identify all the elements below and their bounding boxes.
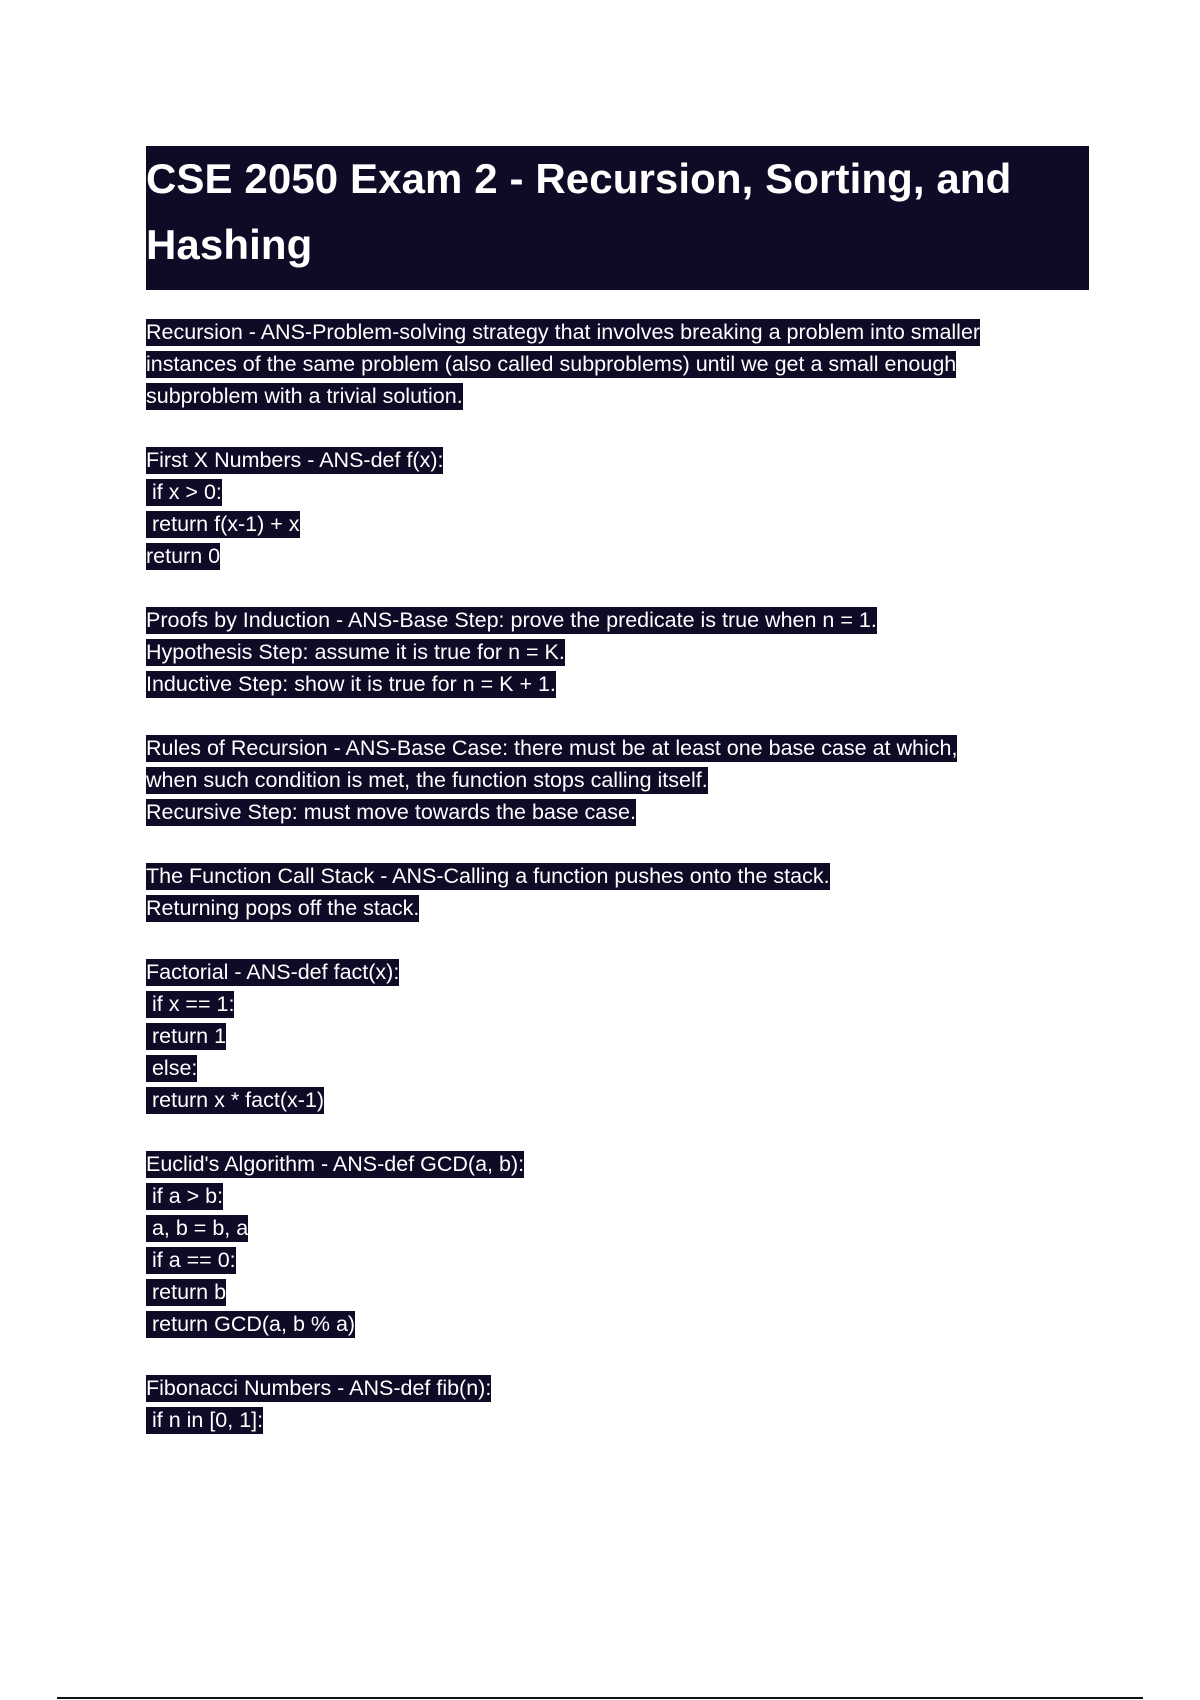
- code-line: if a > b:: [146, 1184, 224, 1208]
- entry-line: Hypothesis Step: assume it is true for n = K.: [146, 640, 565, 664]
- document-page: [146, 146, 1089, 1468]
- title-banner: [146, 146, 1089, 290]
- entry-function-call-stack: [146, 860, 1089, 924]
- code-line: else:: [146, 1056, 198, 1080]
- entry-line: Proofs by Induction - ANS-Base Step: prove the predicate is true when n = 1.: [146, 608, 877, 632]
- entry-fibonacci-numbers: [146, 1372, 1089, 1436]
- code-line: a, b = b, a: [146, 1216, 249, 1240]
- entry-line: Factorial - ANS-def fact(x):: [146, 960, 400, 984]
- entry-line: subproblem with a trivial solution.: [146, 384, 463, 408]
- code-line: return x * fact(x-1): [146, 1088, 325, 1112]
- code-line: if x > 0:: [146, 480, 222, 504]
- entry-line: Rules of Recursion - ANS-Base Case: there must be at least one base case at which,: [146, 736, 958, 760]
- code-line: return 1: [146, 1024, 227, 1048]
- entry-line: Recursive Step: must move towards the base case.: [146, 800, 636, 824]
- code-line: if x == 1:: [146, 992, 235, 1016]
- document-title: CSE 2050 Exam 2 - Recursion, Sorting, and Hashing: [146, 155, 1012, 268]
- entry-line: Returning pops off the stack.: [146, 896, 420, 920]
- code-line: return b: [146, 1280, 227, 1304]
- code-line: if a == 0:: [146, 1248, 236, 1272]
- page-bottom-divider: [57, 1697, 1143, 1699]
- entry-factorial: [146, 956, 1089, 1116]
- entry-line: Euclid's Algorithm - ANS-def GCD(a, b):: [146, 1152, 525, 1176]
- code-line: if n in [0, 1]:: [146, 1408, 264, 1432]
- entry-euclids-algorithm: [146, 1148, 1089, 1340]
- code-line: return GCD(a, b % a): [146, 1312, 356, 1336]
- entry-line: instances of the same problem (also called subproblems) until we get a small enough: [146, 352, 957, 376]
- code-line: return 0: [146, 544, 221, 568]
- entry-line: when such condition is met, the function stops calling itself.: [146, 768, 708, 792]
- entry-first-x-numbers: [146, 444, 1089, 572]
- entry-rules-of-recursion: [146, 732, 1089, 828]
- code-line: return f(x-1) + x: [146, 512, 300, 536]
- entry-line: First X Numbers - ANS-def f(x):: [146, 448, 444, 472]
- entry-line: Fibonacci Numbers - ANS-def fib(n):: [146, 1376, 492, 1400]
- entry-proofs-by-induction: [146, 604, 1089, 700]
- entry-line: Inductive Step: show it is true for n = K + 1.: [146, 672, 556, 696]
- entry-line: The Function Call Stack - ANS-Calling a function pushes onto the stack.: [146, 864, 830, 888]
- entry-line: Recursion - ANS-Problem-solving strategy that involves breaking a problem into smaller: [146, 320, 981, 344]
- entry-recursion: [146, 316, 1089, 412]
